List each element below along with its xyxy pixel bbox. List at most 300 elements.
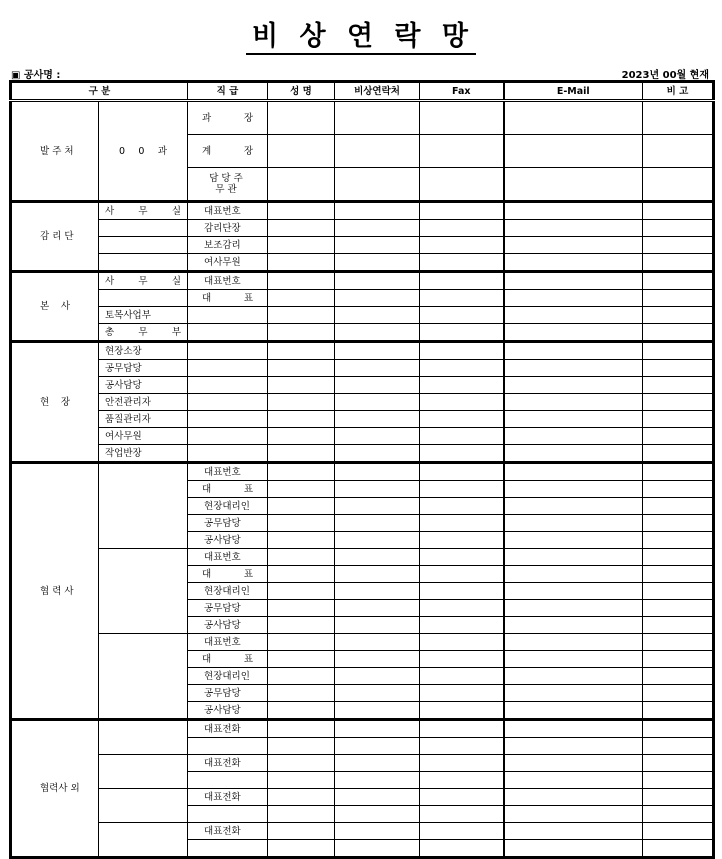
fax-cell[interactable]: [420, 668, 504, 685]
email-cell[interactable]: [504, 101, 643, 135]
emergency-contact-cell[interactable]: [335, 685, 420, 702]
note-cell[interactable]: [643, 463, 714, 481]
rank-cell: 현장대리인: [188, 498, 268, 515]
fax-cell[interactable]: [420, 202, 504, 220]
emergency-contact-cell[interactable]: [335, 481, 420, 498]
email-cell[interactable]: [504, 342, 643, 360]
fax-cell[interactable]: [420, 237, 504, 254]
note-cell[interactable]: [643, 307, 714, 324]
emergency-contact-cell[interactable]: [335, 290, 420, 307]
emergency-contact-cell[interactable]: [335, 806, 420, 823]
subsection-label: [99, 463, 188, 549]
note-cell[interactable]: [643, 342, 714, 360]
email-cell[interactable]: [504, 651, 643, 668]
subsection-label: [99, 823, 188, 858]
fax-cell[interactable]: [420, 377, 504, 394]
col-note: 비 고: [643, 82, 714, 101]
email-cell[interactable]: [504, 272, 643, 290]
name-cell[interactable]: [268, 394, 335, 411]
emergency-contact-cell[interactable]: [335, 463, 420, 481]
name-cell[interactable]: [268, 168, 335, 202]
fax-cell[interactable]: [420, 101, 504, 135]
rank-cell: 대 표: [188, 651, 268, 668]
fax-cell[interactable]: [420, 411, 504, 428]
fax-cell[interactable]: [420, 532, 504, 549]
note-cell[interactable]: [643, 254, 714, 272]
rank-cell: 공무담당: [188, 600, 268, 617]
fax-cell[interactable]: [420, 720, 504, 738]
note-cell[interactable]: [643, 290, 714, 307]
note-cell[interactable]: [643, 720, 714, 738]
emergency-contact-cell[interactable]: [335, 755, 420, 772]
rank-cell: 감리단장: [188, 220, 268, 237]
rank-cell: 대표전화: [188, 789, 268, 806]
email-cell[interactable]: [504, 600, 643, 617]
note-cell[interactable]: [643, 823, 714, 840]
col-fax: Fax: [420, 82, 504, 101]
name-cell[interactable]: [268, 342, 335, 360]
note-cell[interactable]: [643, 168, 714, 202]
name-cell[interactable]: [268, 600, 335, 617]
rank-cell: 대 표: [188, 566, 268, 583]
subsection-label: [99, 720, 188, 755]
page-title: [0, 14, 722, 53]
emergency-contact-cell[interactable]: [335, 823, 420, 840]
email-cell[interactable]: [504, 202, 643, 220]
email-cell[interactable]: [504, 445, 643, 463]
name-cell[interactable]: [268, 566, 335, 583]
emergency-contact-cell[interactable]: [335, 515, 420, 532]
fax-cell[interactable]: [420, 428, 504, 445]
rank-cell: 공사담당: [188, 702, 268, 720]
subsection-label: [99, 290, 188, 307]
col-rank: 직 급: [188, 82, 268, 101]
emergency-contact-cell[interactable]: [335, 789, 420, 806]
name-cell[interactable]: [268, 307, 335, 324]
emergency-contact-cell[interactable]: [335, 532, 420, 549]
fax-cell[interactable]: [420, 772, 504, 789]
name-cell[interactable]: [268, 583, 335, 600]
table-row: [11, 720, 714, 738]
fax-cell[interactable]: [420, 463, 504, 481]
name-cell[interactable]: [268, 840, 335, 858]
email-cell[interactable]: [504, 840, 643, 858]
fax-cell[interactable]: [420, 600, 504, 617]
fax-cell[interactable]: [420, 360, 504, 377]
title-text: 비 상 연 락 망: [246, 21, 476, 55]
subsection-label: [99, 634, 188, 720]
email-cell[interactable]: [504, 549, 643, 566]
note-cell[interactable]: [643, 651, 714, 668]
note-cell[interactable]: [643, 755, 714, 772]
email-cell[interactable]: [504, 772, 643, 789]
rank-cell: 대표번호: [188, 202, 268, 220]
name-cell[interactable]: [268, 135, 335, 168]
table-row: [11, 307, 714, 324]
note-cell[interactable]: [643, 840, 714, 858]
name-cell[interactable]: [268, 685, 335, 702]
name-cell[interactable]: [268, 515, 335, 532]
email-cell[interactable]: [504, 481, 643, 498]
col-email: E-Mail: [504, 82, 643, 101]
emergency-contact-cell[interactable]: [335, 738, 420, 755]
subsection-label: 총 무 부: [99, 324, 188, 342]
emergency-contact-cell[interactable]: [335, 360, 420, 377]
table-row: [11, 394, 714, 411]
note-cell[interactable]: [643, 237, 714, 254]
rank-cell: 현장대리인: [188, 668, 268, 685]
company-label: ▣ 공사명 :: [11, 70, 61, 81]
note-cell[interactable]: [643, 394, 714, 411]
note-cell[interactable]: [643, 220, 714, 237]
email-cell[interactable]: [504, 377, 643, 394]
emergency-contact-cell[interactable]: [335, 651, 420, 668]
fax-cell[interactable]: [420, 307, 504, 324]
email-cell[interactable]: [504, 515, 643, 532]
fax-cell[interactable]: [420, 324, 504, 342]
emergency-contact-cell[interactable]: [335, 342, 420, 360]
rank-cell: 보조감리: [188, 237, 268, 254]
subsection-label: [99, 254, 188, 272]
email-cell[interactable]: [504, 428, 643, 445]
name-cell[interactable]: [268, 445, 335, 463]
note-cell[interactable]: [643, 685, 714, 702]
table-row: [11, 377, 714, 394]
header-row: [11, 82, 714, 101]
rank-cell: [188, 377, 268, 394]
note-cell[interactable]: [643, 702, 714, 720]
emergency-contact-cell[interactable]: [335, 617, 420, 634]
email-cell[interactable]: [504, 411, 643, 428]
note-cell[interactable]: [643, 515, 714, 532]
rank-cell: 공무담당: [188, 515, 268, 532]
name-cell[interactable]: [268, 789, 335, 806]
email-cell[interactable]: [504, 307, 643, 324]
name-cell[interactable]: [268, 324, 335, 342]
email-cell[interactable]: [504, 324, 643, 342]
name-cell[interactable]: [268, 772, 335, 789]
rank-cell: [188, 445, 268, 463]
rank-cell: [188, 307, 268, 324]
subsection-label: 0 0 과: [99, 101, 188, 202]
section-label: 현 장: [11, 342, 99, 463]
emergency-contact-cell[interactable]: [335, 702, 420, 720]
rank-cell: 여사무원: [188, 254, 268, 272]
name-cell[interactable]: [268, 634, 335, 651]
rank-cell: 대표전화: [188, 720, 268, 738]
emergency-contact-cell[interactable]: [335, 840, 420, 858]
email-cell[interactable]: [504, 168, 643, 202]
rank-cell: 현장대리인: [188, 583, 268, 600]
name-cell[interactable]: [268, 720, 335, 738]
name-cell[interactable]: [268, 498, 335, 515]
table-row: [11, 428, 714, 445]
note-cell[interactable]: [643, 668, 714, 685]
col-emergency-contact: 비상연락처: [335, 82, 420, 101]
fax-cell[interactable]: [420, 840, 504, 858]
subsection-label: 현장소장: [99, 342, 188, 360]
rank-cell: 대 표: [188, 290, 268, 307]
fax-cell[interactable]: [420, 135, 504, 168]
table-row: [11, 360, 714, 377]
rank-cell: [188, 772, 268, 789]
name-cell[interactable]: [268, 377, 335, 394]
note-cell[interactable]: [643, 617, 714, 634]
name-cell[interactable]: [268, 360, 335, 377]
fax-cell[interactable]: [420, 617, 504, 634]
note-cell[interactable]: [643, 789, 714, 806]
email-cell[interactable]: [504, 755, 643, 772]
subsection-label: 안전관리자: [99, 394, 188, 411]
subsection-label: 품질관리자: [99, 411, 188, 428]
emergency-contact-cell[interactable]: [335, 101, 420, 135]
name-cell[interactable]: [268, 651, 335, 668]
name-cell[interactable]: [268, 272, 335, 290]
fax-cell[interactable]: [420, 549, 504, 566]
emergency-contact-cell[interactable]: [335, 634, 420, 651]
email-cell[interactable]: [504, 823, 643, 840]
table-row: [11, 549, 714, 566]
emergency-contact-cell[interactable]: [335, 566, 420, 583]
name-cell[interactable]: [268, 202, 335, 220]
rank-cell: 대표전화: [188, 823, 268, 840]
table-row: [11, 445, 714, 463]
table-row: [11, 202, 714, 220]
note-cell[interactable]: [643, 532, 714, 549]
rank-cell: 대표번호: [188, 549, 268, 566]
fax-cell[interactable]: [420, 168, 504, 202]
email-cell[interactable]: [504, 290, 643, 307]
name-cell[interactable]: [268, 823, 335, 840]
table-row: [11, 823, 714, 840]
fax-cell[interactable]: [420, 566, 504, 583]
rank-cell: [188, 360, 268, 377]
subsection-label: 사 무 실: [99, 202, 188, 220]
rank-cell: 과 장: [188, 101, 268, 135]
emergency-contact-cell[interactable]: [335, 272, 420, 290]
fax-cell[interactable]: [420, 634, 504, 651]
rank-cell: 계 장: [188, 135, 268, 168]
as-of-date: 2023년 00월 현재: [621, 70, 709, 81]
table-row: [11, 755, 714, 772]
rank-cell: [188, 738, 268, 755]
emergency-contact-cell[interactable]: [335, 220, 420, 237]
email-cell[interactable]: [504, 668, 643, 685]
subsection-label: [99, 549, 188, 634]
table-row: [11, 237, 714, 254]
name-cell[interactable]: [268, 532, 335, 549]
note-cell[interactable]: [643, 101, 714, 135]
section-label: 감 리 단: [11, 202, 99, 272]
table-row: [11, 254, 714, 272]
name-cell[interactable]: [268, 617, 335, 634]
subsection-label: 공사담당: [99, 377, 188, 394]
fax-cell[interactable]: [420, 394, 504, 411]
table-row: [11, 411, 714, 428]
fax-cell[interactable]: [420, 651, 504, 668]
note-cell[interactable]: [643, 566, 714, 583]
section-label: 협 력 사: [11, 463, 99, 720]
note-cell[interactable]: [643, 634, 714, 651]
emergency-contact-cell[interactable]: [335, 600, 420, 617]
table-row: [11, 272, 714, 290]
fax-cell[interactable]: [420, 515, 504, 532]
subsection-label: 토목사업부: [99, 307, 188, 324]
email-cell[interactable]: [504, 135, 643, 168]
note-cell[interactable]: [643, 135, 714, 168]
emergency-contact-cell[interactable]: [335, 668, 420, 685]
name-cell[interactable]: [268, 806, 335, 823]
rank-cell: [188, 428, 268, 445]
subsection-label: [99, 789, 188, 823]
name-cell[interactable]: [268, 428, 335, 445]
note-cell[interactable]: [643, 600, 714, 617]
fax-cell[interactable]: [420, 702, 504, 720]
note-cell[interactable]: [643, 272, 714, 290]
note-cell[interactable]: [643, 583, 714, 600]
rank-cell: 공사담당: [188, 617, 268, 634]
email-cell[interactable]: [504, 394, 643, 411]
subsection-label: [99, 220, 188, 237]
emergency-contact-cell[interactable]: [335, 772, 420, 789]
fax-cell[interactable]: [420, 220, 504, 237]
rank-cell: [188, 411, 268, 428]
fax-cell[interactable]: [420, 789, 504, 806]
email-cell[interactable]: [504, 702, 643, 720]
fax-cell[interactable]: [420, 685, 504, 702]
name-cell[interactable]: [268, 668, 335, 685]
email-cell[interactable]: [504, 685, 643, 702]
note-cell[interactable]: [643, 324, 714, 342]
rank-cell: 대표번호: [188, 463, 268, 481]
fax-cell[interactable]: [420, 445, 504, 463]
fax-cell[interactable]: [420, 755, 504, 772]
name-cell[interactable]: [268, 290, 335, 307]
subsection-label: [99, 237, 188, 254]
emergency-contact-cell[interactable]: [335, 377, 420, 394]
subsection-label: 작업반장: [99, 445, 188, 463]
emergency-contact-cell[interactable]: [335, 583, 420, 600]
note-cell[interactable]: [643, 772, 714, 789]
emergency-contact-cell[interactable]: [335, 135, 420, 168]
fax-cell[interactable]: [420, 823, 504, 840]
table-row: [11, 463, 714, 481]
note-cell[interactable]: [643, 806, 714, 823]
name-cell[interactable]: [268, 755, 335, 772]
email-cell[interactable]: [504, 498, 643, 515]
name-cell[interactable]: [268, 411, 335, 428]
email-cell[interactable]: [504, 720, 643, 738]
name-cell[interactable]: [268, 702, 335, 720]
emergency-contact-cell[interactable]: [335, 237, 420, 254]
rank-cell: [188, 394, 268, 411]
rank-cell: [188, 840, 268, 858]
emergency-contact-cell[interactable]: [335, 720, 420, 738]
emergency-contact-cell[interactable]: [335, 428, 420, 445]
subsection-label: 여사무원: [99, 428, 188, 445]
note-cell[interactable]: [643, 498, 714, 515]
emergency-contact-cell[interactable]: [335, 324, 420, 342]
name-cell[interactable]: [268, 481, 335, 498]
email-cell[interactable]: [504, 806, 643, 823]
rank-cell: 대표번호: [188, 634, 268, 651]
note-cell[interactable]: [643, 411, 714, 428]
section-label: 본 사: [11, 272, 99, 342]
email-cell[interactable]: [504, 254, 643, 272]
name-cell[interactable]: [268, 463, 335, 481]
emergency-contact-cell[interactable]: [335, 254, 420, 272]
note-cell[interactable]: [643, 445, 714, 463]
email-cell[interactable]: [504, 789, 643, 806]
emergency-contact-cell[interactable]: [335, 168, 420, 202]
email-cell[interactable]: [504, 237, 643, 254]
rank-cell: [188, 324, 268, 342]
fax-cell[interactable]: [420, 481, 504, 498]
email-cell[interactable]: [504, 566, 643, 583]
col-name: 성 명: [268, 82, 335, 101]
note-cell[interactable]: [643, 481, 714, 498]
note-cell[interactable]: [643, 428, 714, 445]
section-label: 발 주 처: [11, 101, 99, 202]
name-cell[interactable]: [268, 738, 335, 755]
name-cell[interactable]: [268, 101, 335, 135]
name-cell[interactable]: [268, 220, 335, 237]
subsection-label: 사 무 실: [99, 272, 188, 290]
name-cell[interactable]: [268, 549, 335, 566]
note-cell[interactable]: [643, 360, 714, 377]
note-cell[interactable]: [643, 549, 714, 566]
name-cell[interactable]: [268, 254, 335, 272]
section-label: 협력사 외: [11, 720, 99, 858]
table-row: [11, 101, 714, 135]
email-cell[interactable]: [504, 220, 643, 237]
note-cell[interactable]: [643, 202, 714, 220]
email-cell[interactable]: [504, 738, 643, 755]
emergency-contact-cell[interactable]: [335, 549, 420, 566]
fax-cell[interactable]: [420, 498, 504, 515]
email-cell[interactable]: [504, 583, 643, 600]
emergency-contact-cell[interactable]: [335, 307, 420, 324]
fax-cell[interactable]: [420, 290, 504, 307]
note-cell[interactable]: [643, 377, 714, 394]
emergency-contact-cell[interactable]: [335, 202, 420, 220]
fax-cell[interactable]: [420, 738, 504, 755]
table-row: [11, 324, 714, 342]
note-cell[interactable]: [643, 738, 714, 755]
emergency-contact-cell[interactable]: [335, 411, 420, 428]
name-cell[interactable]: [268, 237, 335, 254]
rank-cell: [188, 806, 268, 823]
rank-cell: [188, 342, 268, 360]
contact-table: [9, 80, 715, 859]
fax-cell[interactable]: [420, 342, 504, 360]
fax-cell[interactable]: [420, 583, 504, 600]
subsection-label: 공무담당: [99, 360, 188, 377]
email-cell[interactable]: [504, 360, 643, 377]
email-cell[interactable]: [504, 463, 643, 481]
fax-cell[interactable]: [420, 272, 504, 290]
emergency-contact-cell[interactable]: [335, 445, 420, 463]
rank-cell: 대표번호: [188, 272, 268, 290]
emergency-contact-cell[interactable]: [335, 498, 420, 515]
email-cell[interactable]: [504, 634, 643, 651]
email-cell[interactable]: [504, 532, 643, 549]
email-cell[interactable]: [504, 617, 643, 634]
emergency-contact-cell[interactable]: [335, 394, 420, 411]
fax-cell[interactable]: [420, 806, 504, 823]
fax-cell[interactable]: [420, 254, 504, 272]
rank-cell: 대표전화: [188, 755, 268, 772]
